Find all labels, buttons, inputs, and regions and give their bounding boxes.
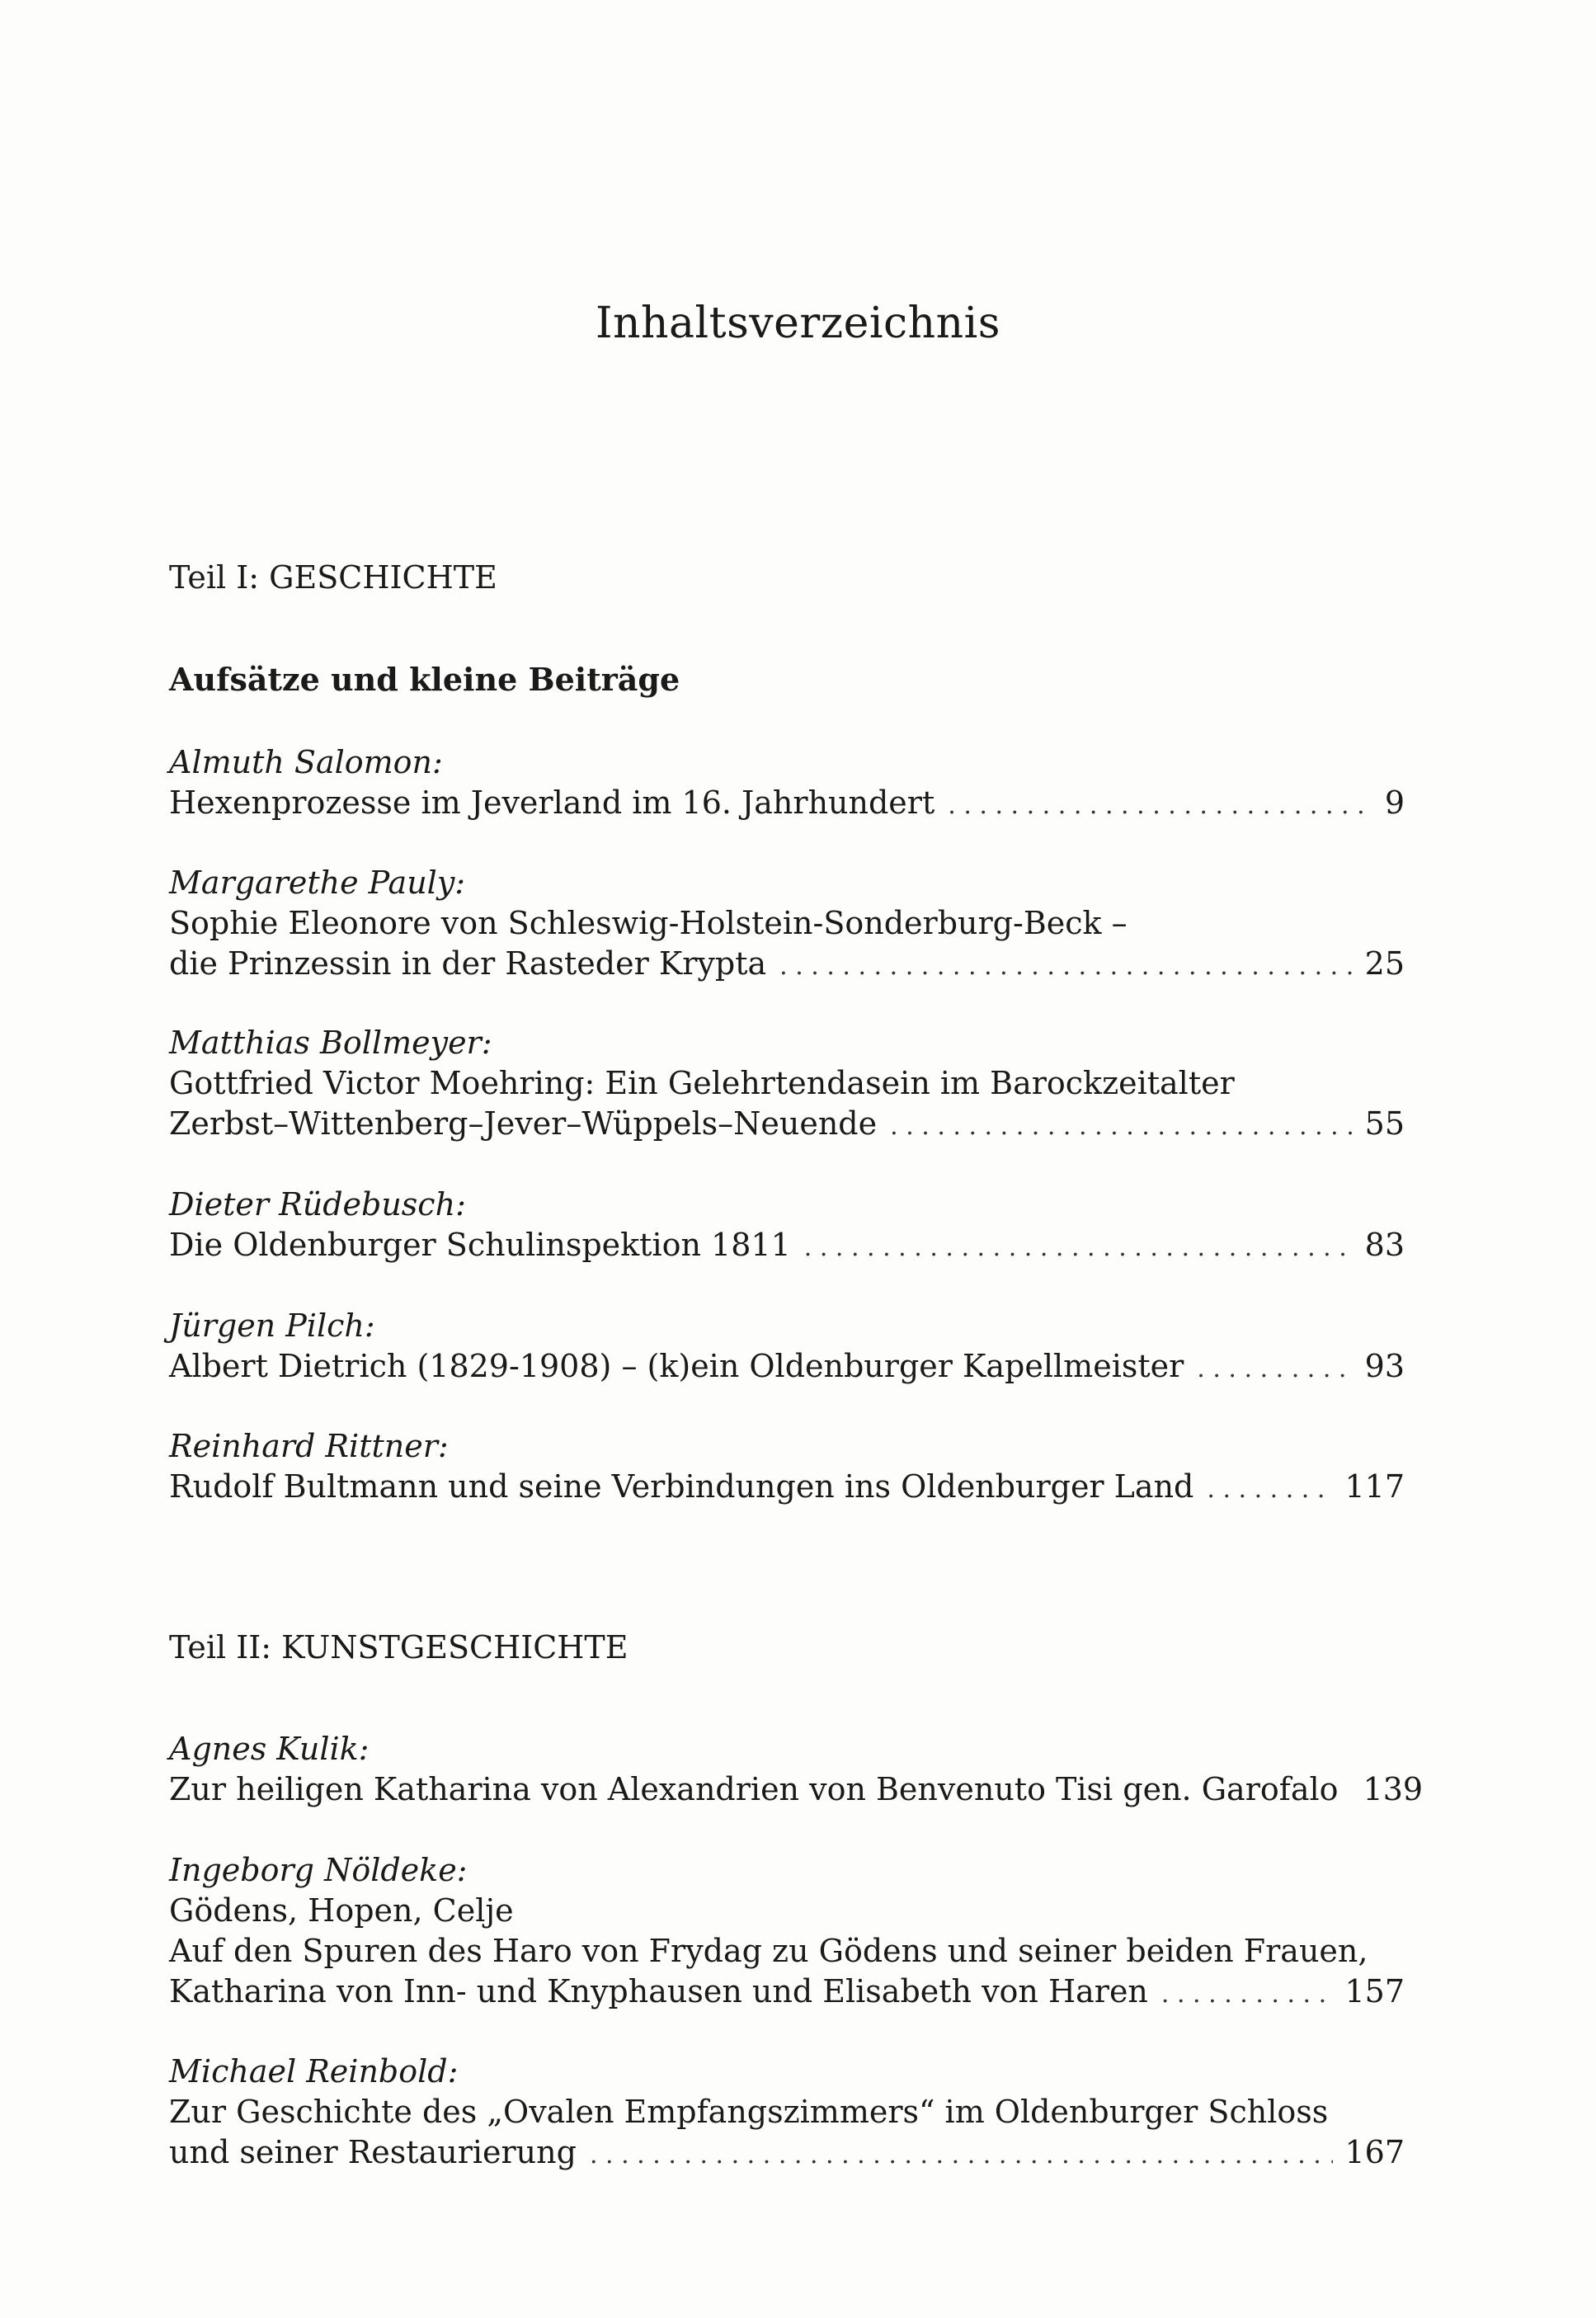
- page-number: 117: [1344, 1468, 1405, 1505]
- part-heading-2: Teil II: KUNSTGESCHICHTE: [169, 1629, 629, 1665]
- entry-title-line: Zur Geschichte des „Ovalen Empfangszimmers“ im Oldenburger Schloss: [169, 2094, 1329, 2130]
- dot-leader: [948, 785, 1368, 826]
- entry-last-line: [169, 1972, 1405, 2012]
- entry-author: Almuth Salomon:: [169, 744, 443, 780]
- entry-last-line: [169, 1104, 1405, 1144]
- entry-last-line: [169, 1769, 1424, 1810]
- entry-last-line: [169, 783, 1405, 823]
- section-heading: Aufsätze und kleine Beiträge: [169, 661, 680, 698]
- toc-entry[interactable]: [169, 1729, 1424, 1810]
- toc-entry[interactable]: [169, 1185, 1405, 1265]
- dot-leader: [890, 1106, 1354, 1147]
- toc-entry[interactable]: [169, 1426, 1405, 1507]
- entry-title-line: und seiner Restaurierung: [169, 2134, 577, 2170]
- page-number: 83: [1364, 1227, 1405, 1263]
- entry-author: Margarethe Pauly:: [169, 865, 466, 901]
- entry-title-line: Albert Dietrich (1829-1908) – (k)ein Oldenburger Kapellmeister: [169, 1348, 1184, 1384]
- page-number: 9: [1384, 784, 1405, 821]
- entry-title-line: Gödens, Hopen, Celje: [169, 1892, 514, 1929]
- entry-title-line: Sophie Eleonore von Schleswig-Holstein-Sonderburg-Beck –: [169, 905, 1128, 941]
- dot-leader: [779, 946, 1354, 987]
- dot-leader: [1161, 1974, 1334, 2014]
- entry-title-line: die Prinzessin in der Rasteder Krypta: [169, 945, 767, 982]
- entry-title-line: Die Oldenburger Schulinspektion 1811: [169, 1227, 791, 1263]
- entry-author: Dieter Rüdebusch:: [169, 1186, 466, 1223]
- page-number: 55: [1364, 1105, 1405, 1142]
- entry-title-line: Hexenprozesse im Jeverland im 16. Jahrhundert: [169, 784, 935, 821]
- dot-leader: [1207, 1469, 1333, 1510]
- entry-title-line: Gottfried Victor Moehring: Ein Gelehrtendasein im Barockzeitalter: [169, 1065, 1235, 1101]
- toc-entry[interactable]: [169, 1850, 1405, 2012]
- toc-entry[interactable]: [169, 1306, 1405, 1387]
- entry-author: Agnes Kulik:: [169, 1731, 370, 1767]
- page-number: 139: [1363, 1771, 1424, 1807]
- toc-entry[interactable]: [169, 742, 1405, 823]
- entry-author: Jürgen Pilch:: [169, 1307, 375, 1344]
- entry-last-line: [169, 1346, 1405, 1387]
- page-number: 93: [1364, 1348, 1405, 1384]
- entry-author: Matthias Bollmeyer:: [169, 1025, 492, 1061]
- page-number: 25: [1364, 945, 1405, 982]
- page-title: Inhaltsverzeichnis: [596, 299, 1000, 348]
- entry-author: Michael Reinbold:: [169, 2053, 459, 2089]
- dot-leader: [590, 2135, 1334, 2175]
- entry-title-line: Auf den Spuren des Haro von Frydag zu Gödens und seiner beiden Frauen,: [169, 1933, 1368, 1969]
- part-heading-1: Teil I: GESCHICHTE: [169, 559, 497, 596]
- entry-last-line: [169, 944, 1405, 984]
- entry-last-line: [169, 2132, 1405, 2173]
- dot-leader: [1197, 1349, 1353, 1389]
- entry-last-line: [169, 1467, 1405, 1507]
- entry-author: Reinhard Rittner:: [169, 1428, 449, 1464]
- entry-title-line: Rudolf Bultmann und seine Verbindungen ins Oldenburger Land: [169, 1468, 1194, 1505]
- entry-title-line: Zerbst–Wittenberg–Jever–Wüppels–Neuende: [169, 1105, 878, 1142]
- toc-entry[interactable]: [169, 2052, 1405, 2173]
- entry-title-line: Katharina von Inn- und Knyphausen und Elisabeth von Haren: [169, 1973, 1148, 2009]
- entry-author: Ingeborg Nöldeke:: [169, 1852, 468, 1888]
- toc-entry[interactable]: [169, 863, 1405, 984]
- page-number: 167: [1344, 2134, 1405, 2170]
- dot-leader: [804, 1227, 1354, 1268]
- entry-title-line: Zur heiligen Katharina von Alexandrien von Benvenuto Tisi gen. Garofalo: [169, 1771, 1339, 1807]
- entry-last-line: [169, 1225, 1405, 1265]
- page-number: 157: [1344, 1973, 1405, 2009]
- toc-entry[interactable]: [169, 1023, 1405, 1144]
